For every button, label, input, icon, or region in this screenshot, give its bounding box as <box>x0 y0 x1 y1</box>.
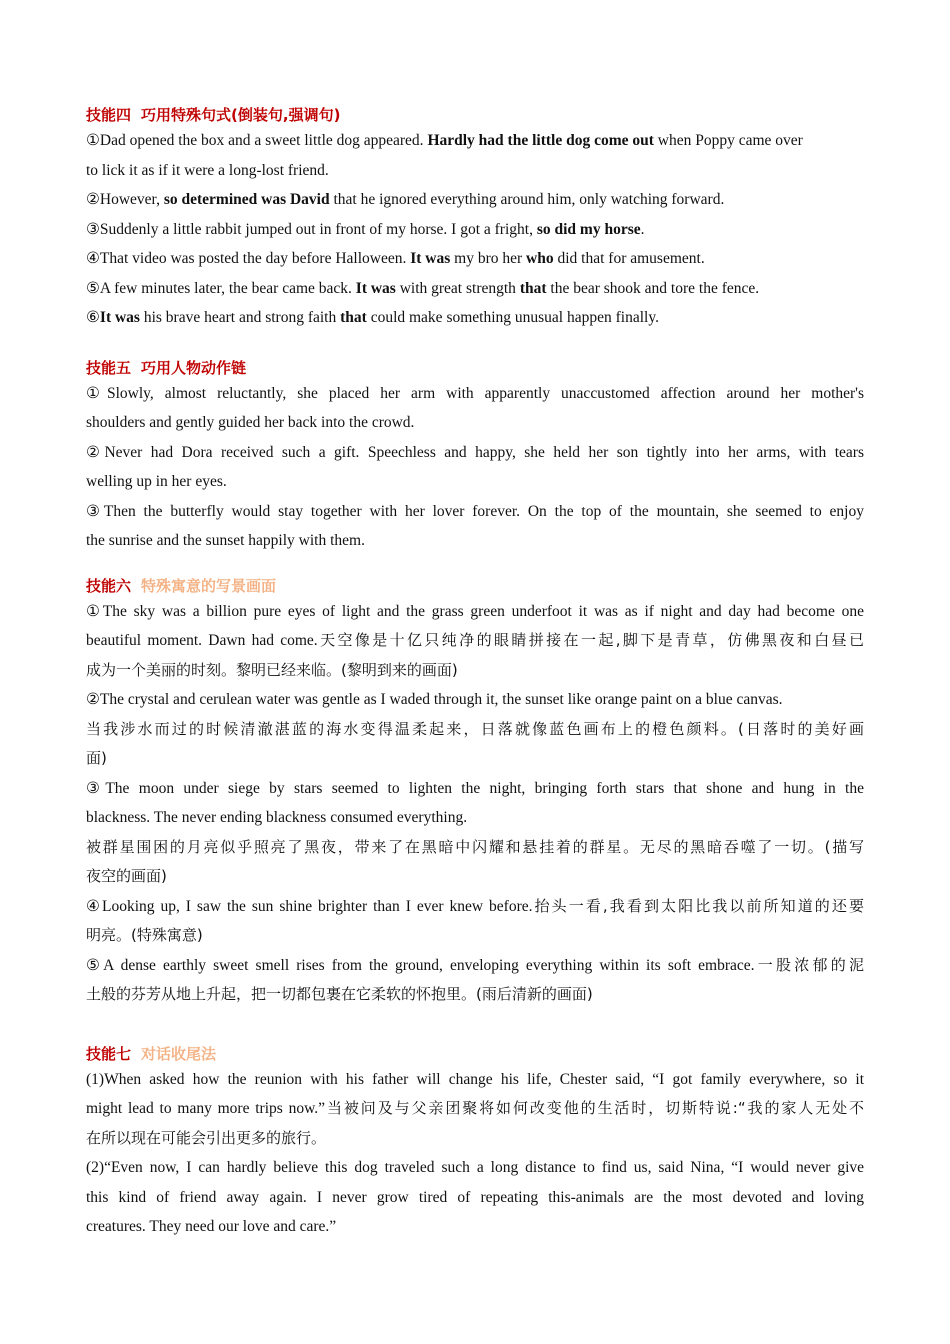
skill-5-line-4: welling up in her eyes. <box>86 473 227 490</box>
bold-run: that <box>340 309 367 326</box>
bold-run: that <box>519 279 547 297</box>
text-run: to lick it as if it were a long-lost friend. <box>86 161 329 179</box>
skill-4-subtitle: 巧用特殊句式(倒装句,强调句) <box>141 106 341 124</box>
skill-6-line-14: 土般的芬芳从地上升起，把一切都包裹在它柔软的怀抱里。(雨后清新的画面) <box>86 985 593 1003</box>
skill-6-line-4: ②The crystal and cerulean water was gentle as I waded through it, the sunset like orange paint on a blue canvas. <box>86 691 783 708</box>
text-run-cn: 当被问及与父亲团聚将如何改变他的生活时，切斯特说:“我的家人无处不 <box>325 1099 865 1117</box>
text-run: ②However, <box>86 191 164 208</box>
text-run: . <box>640 220 645 238</box>
bold-run: It was <box>410 250 451 267</box>
skill-7-line-1: (1)When asked how the reunion with his father will change his life, Chester said, “I got family everywhere, so it <box>86 1070 864 1088</box>
text-run: ④That video was posted the day before Halloween. <box>86 250 411 267</box>
skill-4-line-6 <box>86 274 864 304</box>
text-run: ③Suddenly a little rabbit jumped out in front of my horse. I got a fright, <box>86 220 537 238</box>
skill-6-line-13 <box>86 951 864 981</box>
text-run: when Poppy came over <box>653 132 803 149</box>
skill-4-line-4 <box>86 215 864 245</box>
skill-4-line-7 <box>86 303 864 333</box>
document-page <box>86 104 864 1242</box>
skill-4-label: 技能四 <box>86 106 132 124</box>
skill-6-line-5: 当我涉水而过的时候清澈湛蓝的海水变得温柔起来，日落就像蓝色画布上的橙色颜料。(日落时的美好画 <box>86 719 864 738</box>
bold-run: who <box>526 250 554 267</box>
skill-7-label: 技能七 <box>86 1044 132 1063</box>
section-title-skill-6 <box>86 575 864 597</box>
text-run: might lead to many more trips now.” <box>86 1100 326 1117</box>
skill-6-line-8: blackness. The never ending blackness consumed everything. <box>86 809 468 826</box>
skill-7-line-5: this kind of friend away again. I never grow tired of repeating this-animals are the most devoted and loving <box>86 1188 864 1206</box>
text-run: ④Looking up, I saw the sun shine brighter than I ever knew before. <box>86 897 533 915</box>
skill-5-line-5: ③Then the butterfly would stay together with her lover forever. On the top of the mountain, she seemed to enjoy <box>86 502 864 520</box>
skill-7-line-6: creatures. They need our love and care.” <box>86 1218 337 1235</box>
skill-7-line-2 <box>86 1094 864 1124</box>
bold-run: Hardly had the little dog come out <box>427 132 654 149</box>
text-run-cn: 一股浓郁的泥 <box>754 955 864 974</box>
skill-6-line-3: 成为一个美丽的时刻。黎明已经来临。(黎明到来的画面) <box>86 660 458 679</box>
skill-5-label: 技能五 <box>86 358 132 377</box>
text-run: my bro her <box>450 250 527 267</box>
skill-6-line-11 <box>86 892 864 922</box>
text-run: ⑥ <box>86 309 100 326</box>
text-run: could make something unusual happen finally. <box>366 309 659 326</box>
skill-5-line-2: shoulders and gently guided her back into the crowd. <box>86 414 415 431</box>
text-run: his brave heart and strong faith <box>139 309 341 326</box>
skill-7-line-4: (2)“Even now, I can hardly believe this dog traveled such a long distance to find us, said Nina, “I would never give <box>86 1159 864 1176</box>
text-run: ①Dad opened the box and a sweet little dog appeared. <box>86 132 428 149</box>
text-run: that he ignored everything around him, only watching forward. <box>329 191 725 208</box>
bold-run: It was <box>355 279 396 297</box>
text-run: the bear shook and tore the fence. <box>546 279 760 297</box>
section-title-skill-4 <box>86 104 864 126</box>
skill-4-line-5 <box>86 244 864 274</box>
skill-6-label: 技能六 <box>86 576 132 595</box>
skill-4-line-3 <box>86 185 864 215</box>
skill-6-line-1: ①The sky was a billion pure eyes of light and the grass green underfoot it was as if night and day had become one <box>86 602 864 620</box>
skill-7-subtitle: 对话收尾法 <box>141 1044 217 1063</box>
skill-5-line-6: the sunrise and the sunset happily with them. <box>86 532 365 549</box>
text-run: ⑤A dense earthly sweet smell rises from the ground, enveloping everything within its soft embrace. <box>86 956 755 974</box>
skill-6-line-10: 夜空的画面) <box>86 867 167 885</box>
skill-6-line-12: 明亮。(特殊寓意) <box>86 926 203 944</box>
text-run: beautiful moment. Dawn had come. <box>86 632 318 649</box>
skill-4-line-2 <box>86 156 864 186</box>
skill-6-subtitle: 特殊寓意的写景画面 <box>141 576 277 595</box>
skill-5-subtitle: 巧用人物动作链 <box>141 358 247 377</box>
bold-run: so determined was David <box>163 191 330 208</box>
text-run: ⑤A few minutes later, the bear came back. <box>86 279 356 297</box>
section-title-skill-5 <box>86 357 864 379</box>
text-run-cn: 天空像是十亿只纯净的眼睛拼接在一起,脚下是青草，仿佛黑夜和白昼已 <box>317 631 864 649</box>
section-title-skill-7 <box>86 1043 864 1065</box>
skill-6-line-2 <box>86 626 864 656</box>
skill-6-line-7: ③The moon under siege by stars seemed to lighten the night, bringing forth stars that shone and hung in the <box>86 779 864 797</box>
bold-run: It was <box>99 309 140 326</box>
text-run-cn: 抬头一看,我看到太阳比我以前所知道的还要 <box>532 896 864 915</box>
skill-7-line-3: 在所以现在可能会引出更多的旅行。 <box>86 1128 327 1147</box>
text-run: did that for amusement. <box>553 250 705 267</box>
skill-6-line-9: 被群星围困的月亮似乎照亮了黑夜，带来了在黑暗中闪耀和悬挂着的群星。无尽的黑暗吞噬了一切。(描写 <box>86 837 864 856</box>
skill-5-line-1: ①Slowly, almost reluctantly, she placed her arm with apparently unaccustomed affection around her mother's <box>86 384 864 402</box>
skill-5-line-3: ②Never had Dora received such a gift. Speechless and happy, she held her son tightly into her arms, with tears <box>86 443 864 461</box>
bold-run: so did my horse <box>536 220 641 238</box>
skill-6-line-6: 面) <box>86 749 107 767</box>
skill-4-line-1 <box>86 126 864 156</box>
text-run: with great strength <box>395 279 520 297</box>
